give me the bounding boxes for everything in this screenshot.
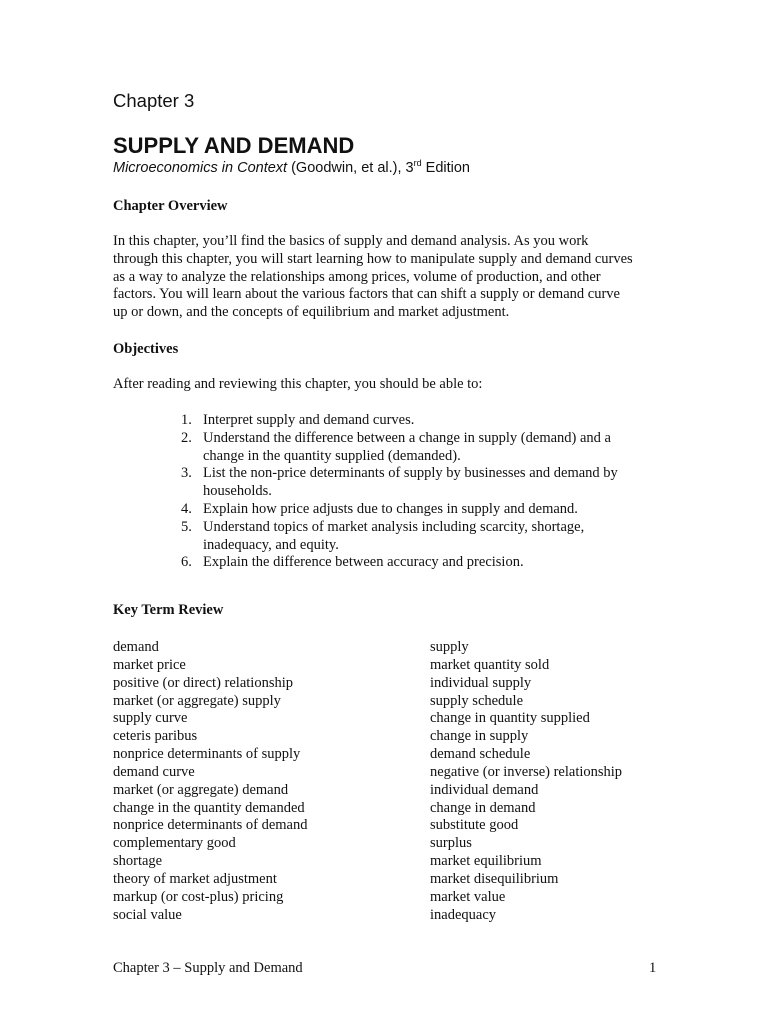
key-term: change in quantity supplied [430,710,590,727]
key-term-heading: Key Term Review [113,602,224,618]
overview-paragraph [113,233,673,322]
overview-line: In this chapter, you’ll find the basics of supply and demand analysis. As you work [113,233,589,249]
key-terms-right-column [430,639,622,925]
objective-text: Understand the difference between a change in supply (demand) and a [203,429,611,446]
edition-label: Edition [421,160,470,176]
key-term: market (or aggregate) demand [113,781,289,798]
objective-text: households. [203,483,272,500]
key-terms-left-column [113,639,307,925]
book-authors: (Goodwin, et al.), 3 [287,160,414,176]
key-term: nonprice determinants of demand [113,817,308,834]
objective-number: 5. [181,518,192,535]
book-title: Microeconomics in Context [113,160,288,176]
objective-text: Understand topics of market analysis including scarcity, shortage, [203,518,585,535]
objective-item [181,412,651,430]
objective-number: 3. [181,465,192,482]
key-term: complementary good [113,835,236,852]
overview-heading: Chapter Overview [113,198,228,214]
key-term: negative (or inverse) relationship [430,763,623,780]
overview-line: through this chapter, you will start learning how to manipulate supply and demand curves [113,250,633,267]
page-title: SUPPLY AND DEMAND [113,133,355,158]
key-term: theory of market adjustment [113,870,277,887]
key-term: change in demand [430,799,536,816]
key-term: supply curve [113,710,188,727]
page-number: 1 [649,960,657,976]
objective-item [181,554,651,572]
objective-number: 6. [181,554,192,571]
book-subtitle [113,160,470,176]
key-term: supply schedule [430,692,524,709]
key-term: ceteris paribus [113,728,198,745]
key-term: inadequacy [430,906,497,923]
key-term: demand [113,639,159,655]
key-term: demand schedule [430,746,531,763]
key-term: individual supply [430,674,532,691]
key-term: demand curve [113,763,195,780]
chapter-label: Chapter 3 [113,90,195,111]
objective-text: Explain how price adjusts due to changes in supply and demand. [203,500,578,517]
key-term: shortage [113,853,163,870]
key-term: individual demand [430,781,539,798]
edition-ordinal: rd [413,158,422,168]
key-term: market value [430,888,506,905]
objective-item [181,465,651,501]
overview-line: factors. You will learn about the various factors that can shift a supply or demand curve [113,286,620,303]
objective-text: change in the quantity supplied (demanded). [203,447,461,464]
key-term: supply [430,639,469,655]
key-term: market (or aggregate) supply [113,692,281,709]
overview-line: as a way to analyze the relationships among prices, volume of production, and other [113,268,601,285]
key-term: markup (or cost-plus) pricing [113,888,284,905]
key-term: market price [113,656,186,673]
page-footer-title: Chapter 3 – Supply and Demand [113,960,303,976]
objectives-intro: After reading and reviewing this chapter, you should be able to: [113,376,483,392]
objectives-heading: Objectives [113,341,179,357]
objective-number: 4. [181,500,192,517]
objective-text: List the non-price determinants of supply by businesses and demand by [203,465,618,482]
key-term: market equilibrium [430,853,542,870]
objective-item [181,430,651,466]
objective-text: Explain the difference between accuracy and precision. [203,554,524,571]
key-term: social value [113,906,182,923]
overview-line: up or down, and the concepts of equilibrium and market adjustment. [113,304,510,321]
objective-text: Interpret supply and demand curves. [203,412,415,428]
objective-item [181,501,651,519]
key-term: substitute good [430,817,519,834]
objectives-list [181,412,651,572]
objective-text: inadequacy, and equity. [203,536,339,553]
key-term: market disequilibrium [430,870,559,887]
key-term: surplus [430,835,472,852]
key-term: change in the quantity demanded [113,799,305,816]
objective-number: 1. [181,412,192,428]
key-term: positive (or direct) relationship [113,674,293,691]
key-term: market quantity sold [430,656,550,673]
key-term: change in supply [430,728,529,745]
key-term: nonprice determinants of supply [113,746,301,763]
objective-item [181,519,651,555]
objective-number: 2. [181,429,192,446]
